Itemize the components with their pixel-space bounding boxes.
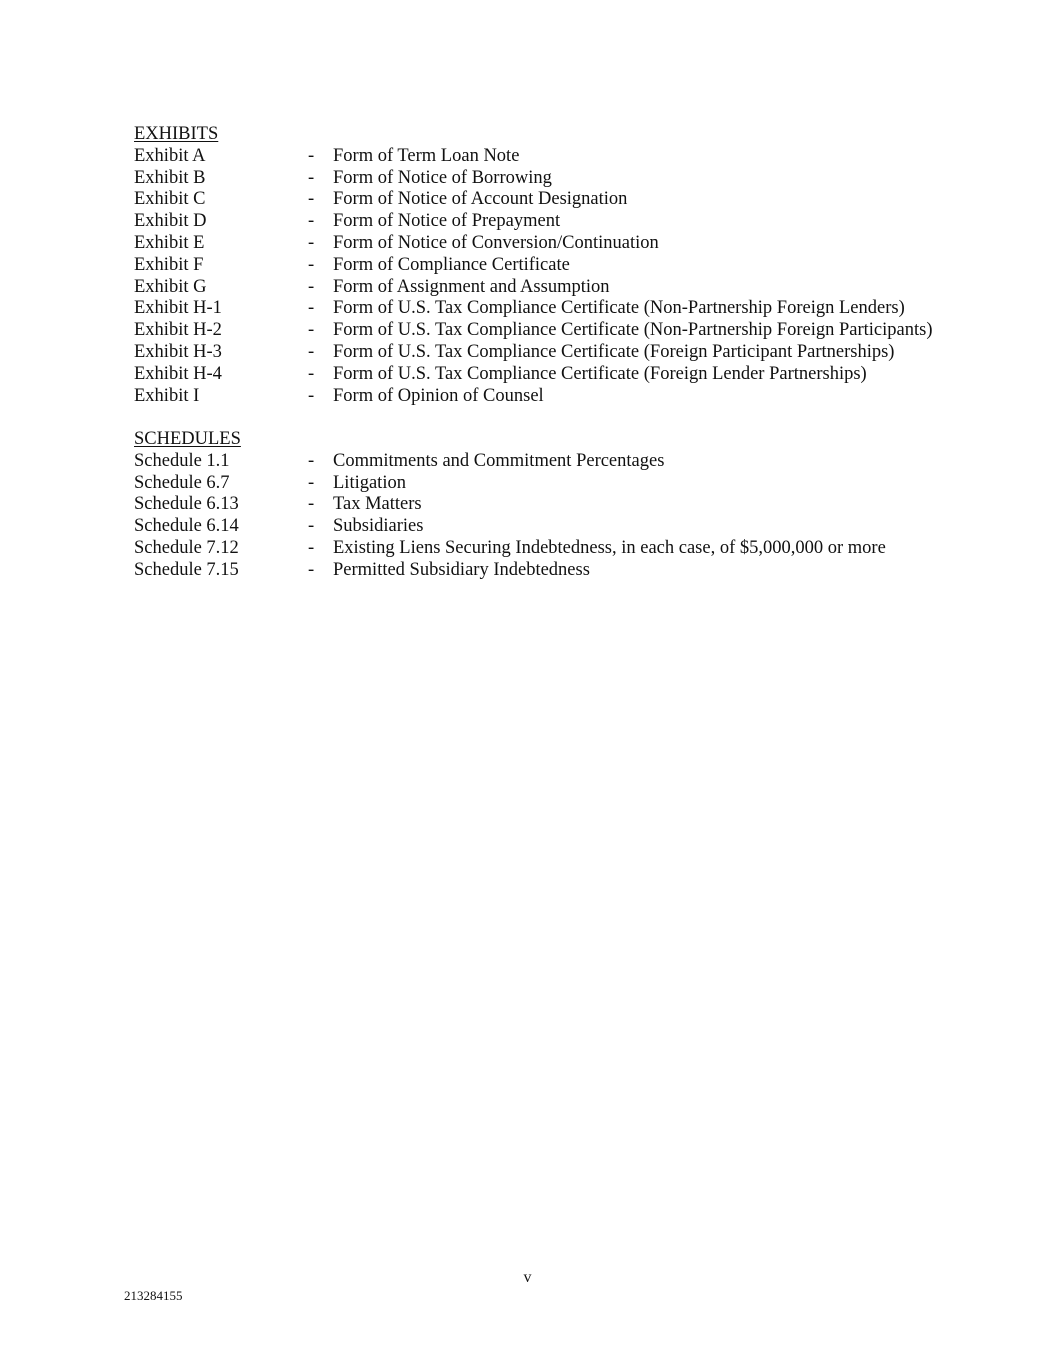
row-dash: - — [308, 385, 315, 406]
exhibit-description: Form of U.S. Tax Compliance Certificate (Foreign Participant Partnerships) — [333, 341, 895, 362]
exhibit-label: Exhibit I — [134, 385, 200, 406]
exhibit-label: Exhibit H-1 — [134, 298, 222, 319]
exhibit-label: Exhibit C — [134, 189, 206, 210]
schedule-row — [134, 472, 406, 495]
row-dash: - — [308, 320, 315, 341]
schedule-description: Tax Matters — [333, 494, 422, 515]
row-dash: - — [308, 276, 315, 297]
page-number: v — [523, 1269, 532, 1286]
row-dash: - — [308, 494, 315, 515]
schedule-row — [134, 450, 665, 473]
exhibit-row — [134, 189, 628, 211]
exhibit-description: Form of Notice of Borrowing — [333, 167, 552, 188]
exhibit-label: Exhibit D — [134, 211, 207, 232]
row-dash: - — [308, 189, 315, 210]
exhibit-description: Form of Assignment and Assumption — [333, 276, 610, 297]
row-dash: - — [308, 450, 315, 471]
row-dash: - — [308, 559, 315, 580]
schedule-description: Litigation — [333, 472, 406, 493]
exhibit-row — [134, 298, 905, 320]
exhibit-description: Form of U.S. Tax Compliance Certificate (Non-Partnership Foreign Participants) — [333, 320, 933, 341]
exhibit-label: Exhibit H-3 — [134, 341, 222, 362]
exhibit-description: Form of Opinion of Counsel — [333, 385, 544, 406]
exhibit-label: Exhibit H-4 — [134, 363, 222, 384]
schedule-description: Subsidiaries — [333, 516, 424, 537]
exhibit-row — [134, 167, 552, 190]
exhibit-description: Form of Notice of Conversion/Continuation — [333, 232, 659, 253]
schedule-row — [134, 516, 424, 538]
schedule-description: Permitted Subsidiary Indebtedness — [333, 559, 590, 580]
exhibit-description: Form of Notice of Account Designation — [333, 189, 628, 210]
schedules-heading: SCHEDULES — [134, 429, 241, 449]
exhibit-label: Exhibit A — [134, 145, 206, 166]
schedule-label: Schedule 7.15 — [134, 559, 239, 580]
exhibits-section — [134, 124, 933, 407]
exhibit-row — [134, 276, 610, 299]
exhibit-row — [134, 341, 895, 364]
schedule-label: Schedule 6.13 — [134, 494, 239, 515]
exhibit-row — [134, 385, 544, 408]
exhibit-row — [134, 254, 570, 277]
exhibit-row — [134, 145, 520, 168]
schedule-row — [134, 559, 590, 582]
row-dash: - — [308, 472, 315, 493]
document-id: 213284155 — [124, 1288, 183, 1303]
row-dash: - — [308, 145, 315, 166]
exhibit-label: Exhibit G — [134, 276, 207, 297]
exhibit-label: Exhibit E — [134, 232, 205, 253]
row-dash: - — [308, 298, 315, 319]
row-dash: - — [308, 254, 315, 275]
row-dash: - — [308, 341, 315, 362]
exhibit-row — [134, 232, 659, 255]
schedule-row — [134, 494, 422, 516]
schedule-label: Schedule 6.7 — [134, 472, 230, 493]
schedule-label: Schedule 1.1 — [134, 450, 230, 471]
exhibit-description: Form of Notice of Prepayment — [333, 211, 561, 232]
exhibit-description: Form of U.S. Tax Compliance Certificate (Foreign Lender Partnerships) — [333, 363, 867, 384]
exhibit-label: Exhibit F — [134, 254, 204, 275]
schedules-section — [134, 429, 886, 582]
schedule-description: Existing Liens Securing Indebtedness, in each case, of $5,000,000 or more — [333, 537, 886, 558]
row-dash: - — [308, 211, 315, 232]
exhibit-label: Exhibit H-2 — [134, 320, 222, 341]
row-dash: - — [308, 167, 315, 188]
exhibit-row — [134, 211, 561, 233]
row-dash: - — [308, 363, 315, 384]
exhibits-heading: EXHIBITS — [134, 124, 219, 144]
schedule-row — [134, 537, 886, 560]
exhibit-description: Form of U.S. Tax Compliance Certificate (Non-Partnership Foreign Lenders) — [333, 298, 905, 319]
exhibit-description: Form of Compliance Certificate — [333, 254, 570, 275]
schedule-description: Commitments and Commitment Percentages — [333, 450, 665, 471]
exhibit-row — [134, 363, 867, 386]
exhibit-row — [134, 320, 933, 342]
row-dash: - — [308, 232, 315, 253]
exhibit-label: Exhibit B — [134, 167, 206, 188]
row-dash: - — [308, 537, 315, 558]
schedule-label: Schedule 7.12 — [134, 537, 239, 558]
row-dash: - — [308, 516, 315, 537]
schedule-label: Schedule 6.14 — [134, 516, 239, 537]
exhibit-description: Form of Term Loan Note — [333, 145, 520, 166]
